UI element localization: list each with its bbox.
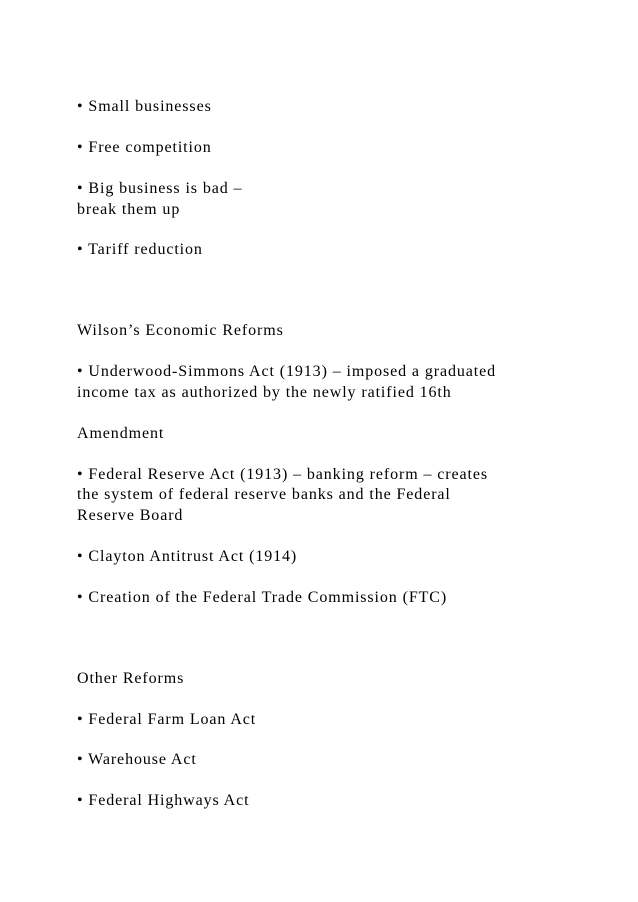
bullet-clayton-antitrust-act: • Clayton Antitrust Act (1914)	[77, 548, 298, 565]
bullet-underwood-simmons-act-cont: income tax as authorized by the newly ratified 16th	[77, 384, 452, 401]
heading-wilson-economic-reforms: Wilson’s Economic Reforms	[77, 322, 284, 339]
bullet-warehouse-act: • Warehouse Act	[77, 751, 197, 768]
text-amendment: Amendment	[77, 425, 165, 442]
bullet-free-competition: • Free competition	[77, 139, 212, 156]
bullet-underwood-simmons-act: • Underwood-Simmons Act (1913) – imposed a graduated	[77, 363, 497, 380]
bullet-federal-highways-act: • Federal Highways Act	[77, 792, 250, 809]
heading-other-reforms: Other Reforms	[77, 670, 185, 687]
bullet-federal-reserve-act-cont: the system of federal reserve banks and the Federal	[77, 486, 451, 503]
bullet-tariff-reduction: • Tariff reduction	[77, 241, 203, 258]
bullet-small-businesses: • Small businesses	[77, 98, 212, 115]
bullet-federal-reserve-act: • Federal Reserve Act (1913) – banking reform – creates	[77, 466, 488, 483]
bullet-federal-farm-loan-act: • Federal Farm Loan Act	[77, 711, 257, 728]
bullet-big-business-bad-cont: break them up	[77, 201, 181, 218]
bullet-big-business-bad: • Big business is bad –	[77, 180, 243, 197]
bullet-federal-reserve-act-cont-2: Reserve Board	[77, 507, 184, 524]
bullet-ftc-creation: • Creation of the Federal Trade Commission (FTC)	[77, 589, 448, 606]
